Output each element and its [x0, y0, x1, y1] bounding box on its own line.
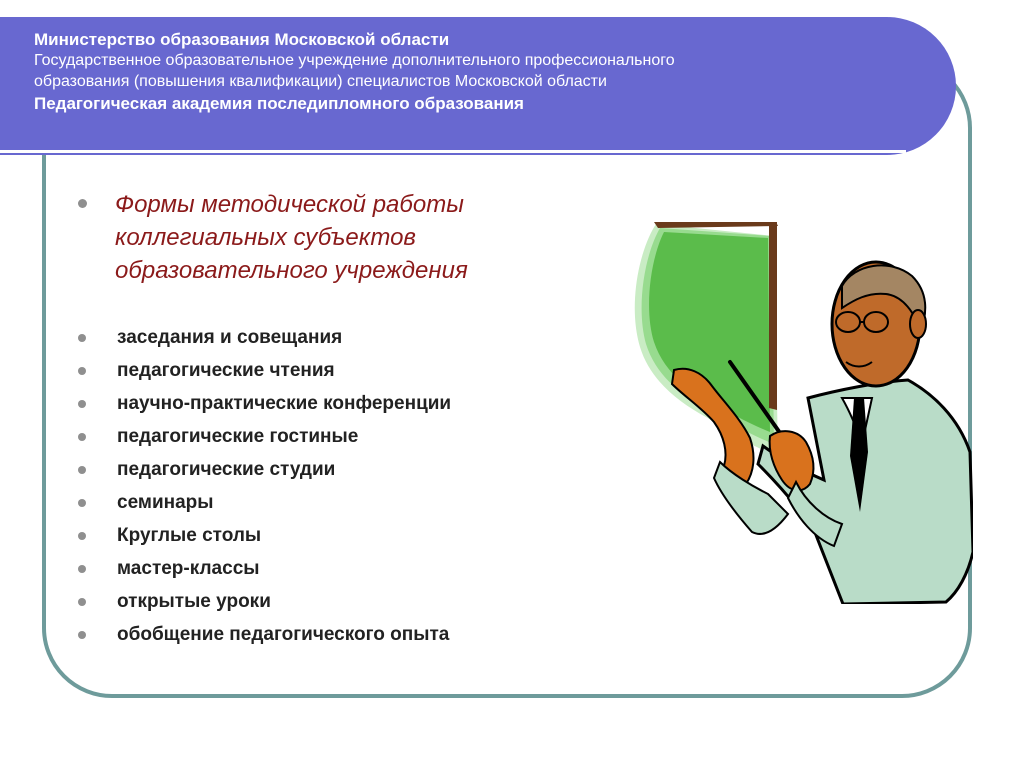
list-item-text: научно-практические конференции [117, 392, 452, 414]
bullet-icon [78, 598, 86, 606]
bullet-icon [78, 400, 86, 408]
bullet-icon [78, 499, 86, 507]
list-item [78, 420, 618, 453]
list-item-text: семинары [117, 491, 214, 513]
list-item [78, 354, 618, 387]
list-item [78, 519, 618, 552]
bullet-icon [78, 466, 86, 474]
main-content [78, 188, 618, 651]
bullet-icon [78, 631, 86, 639]
list-item-text: заседания и совещания [117, 326, 343, 348]
header-divider [0, 150, 906, 153]
list-item-text: педагогические чтения [117, 359, 335, 381]
bullet-icon [78, 565, 86, 573]
list-item-text: Круглые столы [117, 524, 262, 546]
list-item [78, 486, 618, 519]
bullet-icon [78, 532, 86, 540]
header-banner [0, 17, 956, 155]
ministry-title: Министерство образования Московской области [34, 30, 450, 49]
list-item-text: мастер-классы [117, 557, 260, 579]
list-item-text: педагогические гостиные [117, 425, 359, 447]
section-heading: Формы методической работы коллегиальных субъектов образовательного учреждения [115, 191, 468, 284]
heading-item [78, 188, 618, 287]
teacher-pointing-board-illustration [628, 212, 973, 604]
list-item [78, 321, 618, 354]
list-item-text: педагогические студии [117, 458, 336, 480]
bullet-icon [78, 199, 87, 208]
bullet-icon [78, 334, 86, 342]
list-item [78, 618, 618, 651]
list-item-text: открытые уроки [117, 590, 271, 612]
bullet-icon [78, 367, 86, 375]
list-item [78, 585, 618, 618]
institution-line-1: Государственное образовательное учреждение дополнительного профессионального [34, 52, 675, 69]
list-item [78, 552, 618, 585]
list-item [78, 387, 618, 420]
list-item-text: обобщение педагогического опыта [117, 623, 450, 645]
list-item [78, 453, 618, 486]
academy-title: Педагогическая академия последипломного образования [34, 94, 524, 113]
header-text [34, 29, 914, 116]
institution-line-2: образования (повышения квалификации) специалистов Московской области [34, 73, 607, 90]
bullet-icon [78, 433, 86, 441]
